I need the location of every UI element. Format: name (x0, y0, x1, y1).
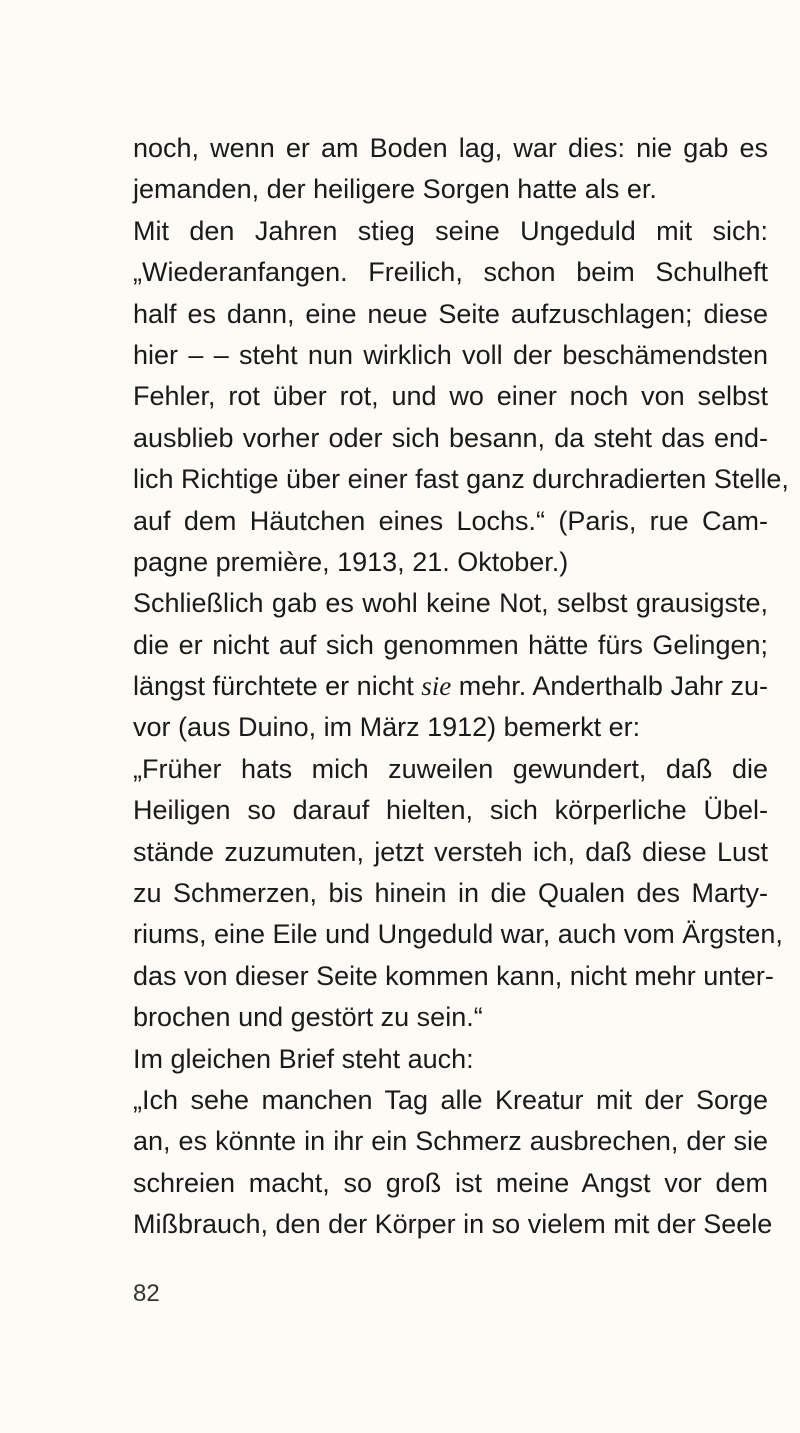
emphasized-word: sie (421, 671, 452, 702)
text-line: die er nicht auf sich genommen hätte fürs Gelingen; (133, 629, 768, 660)
text-line: Mißbrauch, den der Körper in so vielem mit der Seele (133, 1209, 773, 1240)
text-line: das von dieser Seite kommen kann, nicht mehr unter- (133, 960, 774, 991)
text-line-with-emphasis (133, 666, 768, 707)
text-line: Fehler, rot über rot, und wo einer noch von selbst (133, 381, 768, 412)
text-line: auf dem Häutchen eines Lochs.“ (Paris, rue Cam- (133, 505, 768, 536)
text-line: riums, eine Eile und Ungeduld war, auch vom Ärgsten, (133, 919, 783, 950)
text-line: schreien macht, so groß ist meine Angst vor dem (133, 1167, 768, 1198)
text-segment: längst fürchtete er nicht (133, 671, 414, 702)
book-page-text (133, 128, 789, 1246)
text-line: noch, wenn er am Boden lag, war dies: nie gab es (133, 133, 768, 163)
text-line: hier – – steht nun wirklich voll der beschämendsten (133, 339, 768, 370)
text-line: „Ich sehe manchen Tag alle Kreatur mit der Sorge (133, 1084, 768, 1115)
text-segment: mehr. Anderthalb Jahr zu- (458, 671, 769, 702)
text-line: „Früher hats mich zuweilen gewundert, daß die (133, 753, 768, 784)
text-line: an, es könnte in ihr ein Schmerz ausbrechen, der sie (133, 1126, 768, 1157)
text-line: stände zuzumuten, jetzt versteh ich, daß diese Lust (133, 836, 768, 867)
text-line: ausblieb vorher oder sich besann, da steht das end- (133, 422, 768, 453)
text-line: jemanden, der heiligere Sorgen hatte als er. (133, 174, 657, 205)
text-line: half es dann, eine neue Seite aufzuschlagen; diese (133, 298, 768, 329)
text-line: „Wiederanfangen. Freilich, schon beim Schulheft (133, 257, 768, 288)
text-line: lich Richtige über einer fast ganz durchradierten Stelle, (133, 464, 789, 495)
text-line: Schließlich gab es wohl keine Not, selbst grausigste, (133, 588, 768, 619)
text-line: Heiligen so darauf hielten, sich körperliche Übel- (133, 795, 768, 826)
text-line: Im gleichen Brief steht auch: (133, 1043, 474, 1074)
text-line: pagne première, 1913, 21. Oktober.) (133, 546, 569, 577)
text-line: zu Schmerzen, bis hinein in die Qualen des Marty- (133, 878, 768, 909)
text-line: vor (aus Duino, im März 1912) bemerkt er: (133, 712, 641, 743)
page-number: 82 (133, 1280, 160, 1307)
text-line: Mit den Jahren stieg seine Ungeduld mit sich: (133, 215, 768, 246)
text-line: brochen und gestört zu sein.“ (133, 1002, 483, 1033)
